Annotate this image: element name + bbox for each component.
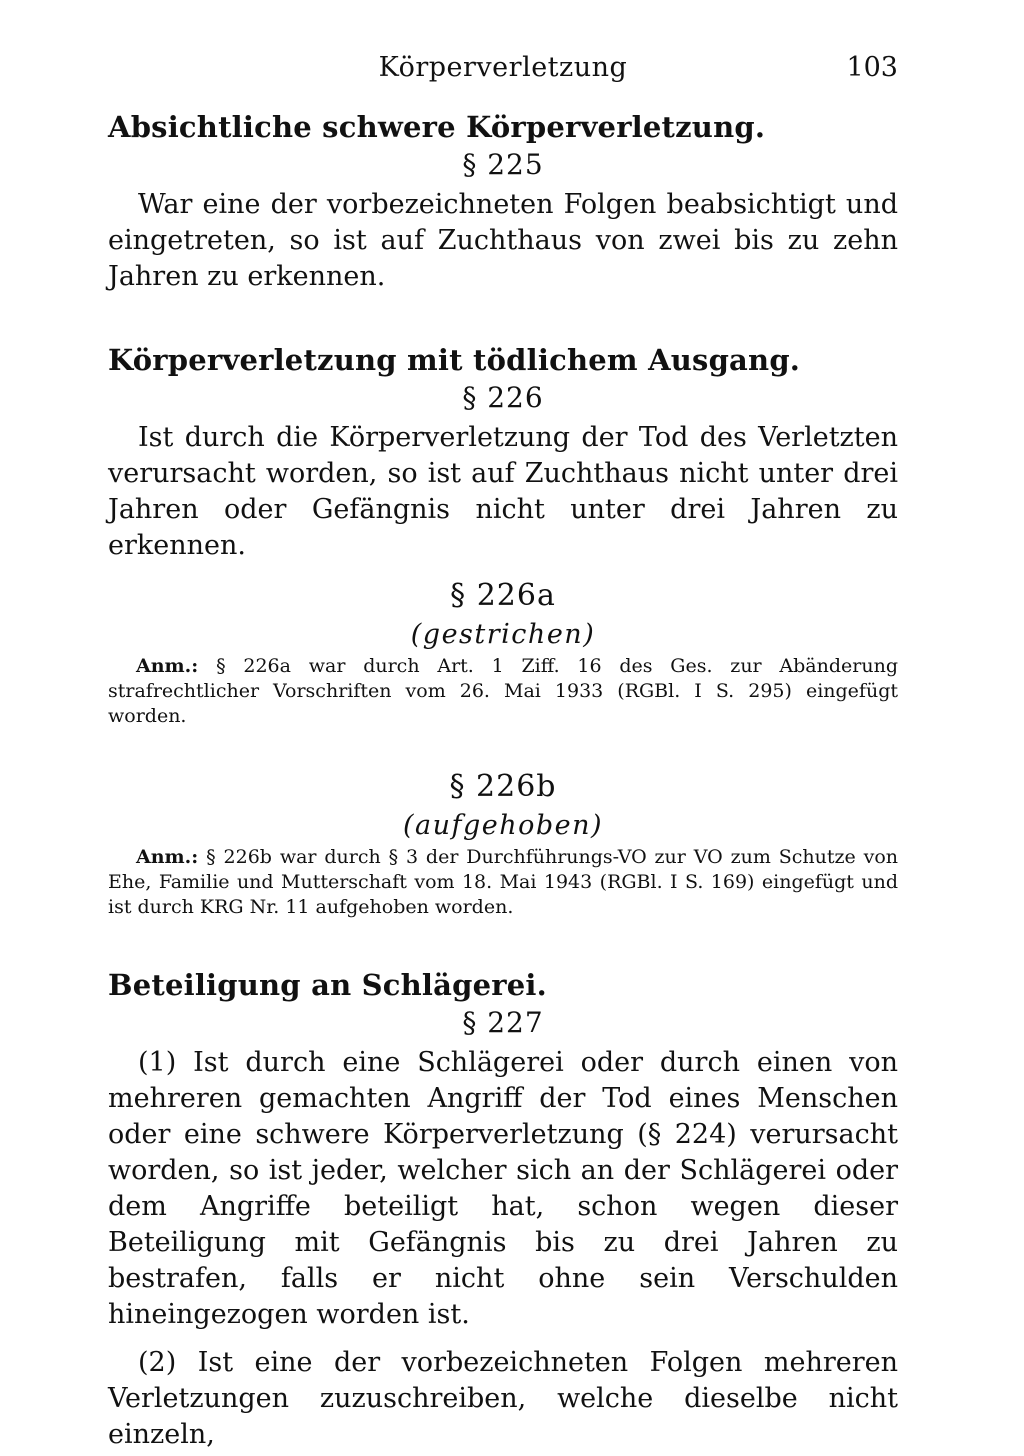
annotation-label: Anm.: xyxy=(136,655,199,677)
running-head xyxy=(108,52,898,98)
section-heading: Beteiligung an Schlägerei. xyxy=(108,968,547,1002)
section-225 xyxy=(108,110,898,295)
section-226a xyxy=(108,578,898,729)
section-text-paragraph-2: (2) Ist eine der vorbezeichneten Folgen mehreren Verletzungen zuzuschreiben, welche dieselbe nicht einzeln, xyxy=(108,1347,898,1450)
paragraph-number: § 226b xyxy=(449,769,557,804)
running-title: Körperverletzung xyxy=(378,52,628,83)
section-226 xyxy=(108,343,898,564)
paragraph-number: § 226 xyxy=(462,381,544,414)
annotation-text: § 226b war durch § 3 der Durchführungs-VO zur VO zum Schutze von Ehe, Familie und Mutterschaft vom 18. Mai 1943 (RGBl. I S. 169) eingefügt und ist durch KRG Nr. 11 aufgehoben worden. xyxy=(108,846,898,918)
page-number: 103 xyxy=(846,52,898,83)
annotation xyxy=(108,654,898,729)
section-status: (gestrichen) xyxy=(410,619,596,650)
section-227 xyxy=(108,968,898,1453)
document-page xyxy=(108,52,898,1453)
section-heading: Körperverletzung mit tödlichem Ausgang. xyxy=(108,343,801,377)
paragraph-number: § 225 xyxy=(462,148,544,181)
section-text-paragraph-1: (1) Ist durch eine Schlägerei oder durch einen von mehreren gemachten Angriff der Tod eines Menschen oder eine schwere Körperverletzung (§ 224) verursacht worden, so ist jeder, welcher sich an der Schlägerei oder dem Angriffe beteiligt hat, schon wegen dieser Beteiligung mit Gefängnis bis zu drei Jahren zu bestrafen, falls er nicht ohne sein Verschulden hineingezogen worden ist. xyxy=(108,1047,898,1330)
section-text: Ist durch die Körperverletzung der Tod des Verletzten verursacht worden, so ist auf Zuchthaus nicht unter drei Jahren oder Gefängnis nicht unter drei Jahren zu erkennen. xyxy=(108,422,898,561)
annotation-label: Anm.: xyxy=(136,846,199,868)
section-heading: Absichtliche schwere Körperverletzung. xyxy=(108,110,766,144)
paragraph-number: § 226a xyxy=(450,578,556,613)
annotation-text: § 226a war durch Art. 1 Ziff. 16 des Ges. zur Abänderung strafrechtlicher Vorschriften vom 26. Mai 1933 (RGBl. I S. 295) eingefügt worden. xyxy=(108,655,898,727)
section-226b xyxy=(108,769,898,920)
annotation xyxy=(108,845,898,920)
section-text: War eine der vorbezeichneten Folgen beabsichtigt und eingetreten, so ist auf Zuchthaus von zwei bis zu zehn Jahren zu erkennen. xyxy=(108,189,898,292)
section-status: (aufgehoben) xyxy=(402,810,604,841)
paragraph-number: § 227 xyxy=(462,1006,544,1039)
